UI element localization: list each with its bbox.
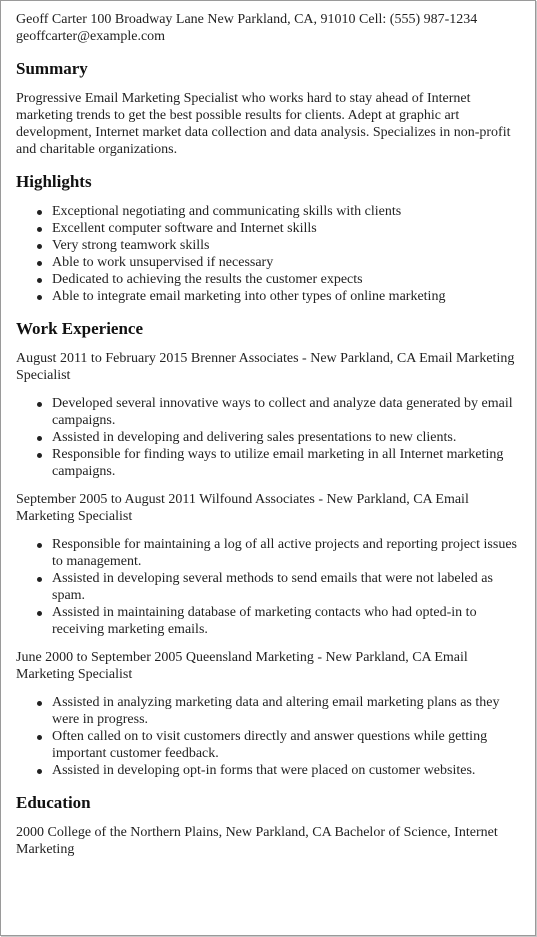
list-item	[52, 271, 521, 288]
list-item	[52, 570, 521, 604]
highlight-text: Exceptional negotiating and communicating skills with clients	[52, 204, 402, 219]
bullet-icon	[37, 227, 42, 232]
bullet-icon	[37, 261, 42, 266]
bullet-icon	[37, 402, 42, 407]
bullet-icon	[37, 701, 42, 706]
duty-text: Responsible for maintaining a log of all active projects and reporting project issues to management.	[52, 537, 517, 569]
summary-heading: Summary	[16, 59, 88, 78]
contact-phone-label: Cell:	[359, 12, 387, 27]
list-item	[52, 429, 521, 446]
list-item	[52, 395, 521, 429]
highlight-text: Excellent computer software and Internet skills	[52, 221, 317, 236]
duty-text: Assisted in developing several methods to send emails that were not labeled as spam.	[52, 571, 493, 603]
contact-block	[16, 11, 521, 45]
bullet-icon	[37, 295, 42, 300]
bullet-icon	[37, 436, 42, 441]
highlights-heading: Highlights	[16, 172, 92, 191]
bullet-icon	[37, 577, 42, 582]
duty-text: Developed several innovative ways to collect and analyze data generated by email campaigns.	[52, 396, 513, 428]
list-item	[52, 237, 521, 254]
bullet-icon	[37, 735, 42, 740]
list-item	[52, 536, 521, 570]
duty-text: Assisted in analyzing marketing data and altering email marketing plans as they were in progress.	[52, 695, 500, 727]
job-header: June 2000 to September 2005 Queensland Marketing - New Parkland, CA Email Marketing Specialist	[16, 650, 468, 682]
list-item	[52, 203, 521, 220]
contact-phone: (555) 987-1234	[389, 12, 478, 27]
bullet-icon	[37, 611, 42, 616]
summary-text: Progressive Email Marketing Specialist who works hard to stay ahead of Internet marketing trends to get the best possible results for clients. Adept at graphic art development, Internet market data collection and data analysis. Specializes in non-profit and charitable organizations.	[16, 91, 511, 157]
job-duties-list	[16, 395, 521, 480]
experience-heading: Work Experience	[16, 319, 144, 338]
list-item	[52, 446, 521, 480]
bullet-icon	[37, 278, 42, 283]
job-header: August 2011 to February 2015 Brenner Associates - New Parkland, CA Email Marketing Specialist	[16, 351, 515, 383]
contact-address: 100 Broadway Lane New Parkland, CA, 91010	[90, 12, 356, 27]
duty-text: Responsible for finding ways to utilize email marketing in all Internet marketing campaigns.	[52, 447, 504, 479]
bullet-icon	[37, 543, 42, 548]
job-duties-list	[16, 694, 521, 779]
contact-name: Geoff Carter	[16, 12, 87, 27]
job-header: September 2005 to August 2011 Wilfound Associates - New Parkland, CA Email Marketing Specialist	[16, 492, 469, 524]
duty-text: Assisted in developing opt-in forms that were placed on customer websites.	[52, 763, 476, 778]
highlight-text: Dedicated to achieving the results the customer expects	[52, 272, 363, 287]
list-item	[52, 762, 521, 779]
duty-text: Assisted in developing and delivering sales presentations to new clients.	[52, 430, 457, 445]
education-text: 2000 College of the Northern Plains, New Parkland, CA Bachelor of Science, Internet Marketing	[16, 825, 498, 857]
highlights-list	[16, 203, 521, 305]
highlight-text: Very strong teamwork skills	[52, 238, 210, 253]
duty-text: Often called on to visit customers directly and answer questions while getting important customer feedback.	[52, 729, 488, 761]
duty-text: Assisted in maintaining database of marketing contacts who had opted-in to receiving marketing emails.	[52, 605, 477, 637]
list-item	[52, 288, 521, 305]
highlight-text: Able to work unsupervised if necessary	[52, 255, 274, 270]
bullet-icon	[37, 244, 42, 249]
bullet-icon	[37, 210, 42, 215]
list-item	[52, 254, 521, 271]
bullet-icon	[37, 453, 42, 458]
job-duties-list	[16, 536, 521, 638]
education-heading: Education	[16, 793, 91, 812]
list-item	[52, 694, 521, 728]
list-item	[52, 604, 521, 638]
bullet-icon	[37, 769, 42, 774]
list-item	[52, 220, 521, 237]
contact-email: geoffcarter@example.com	[16, 29, 166, 44]
list-item	[52, 728, 521, 762]
highlight-text: Able to integrate email marketing into other types of online marketing	[52, 289, 446, 304]
